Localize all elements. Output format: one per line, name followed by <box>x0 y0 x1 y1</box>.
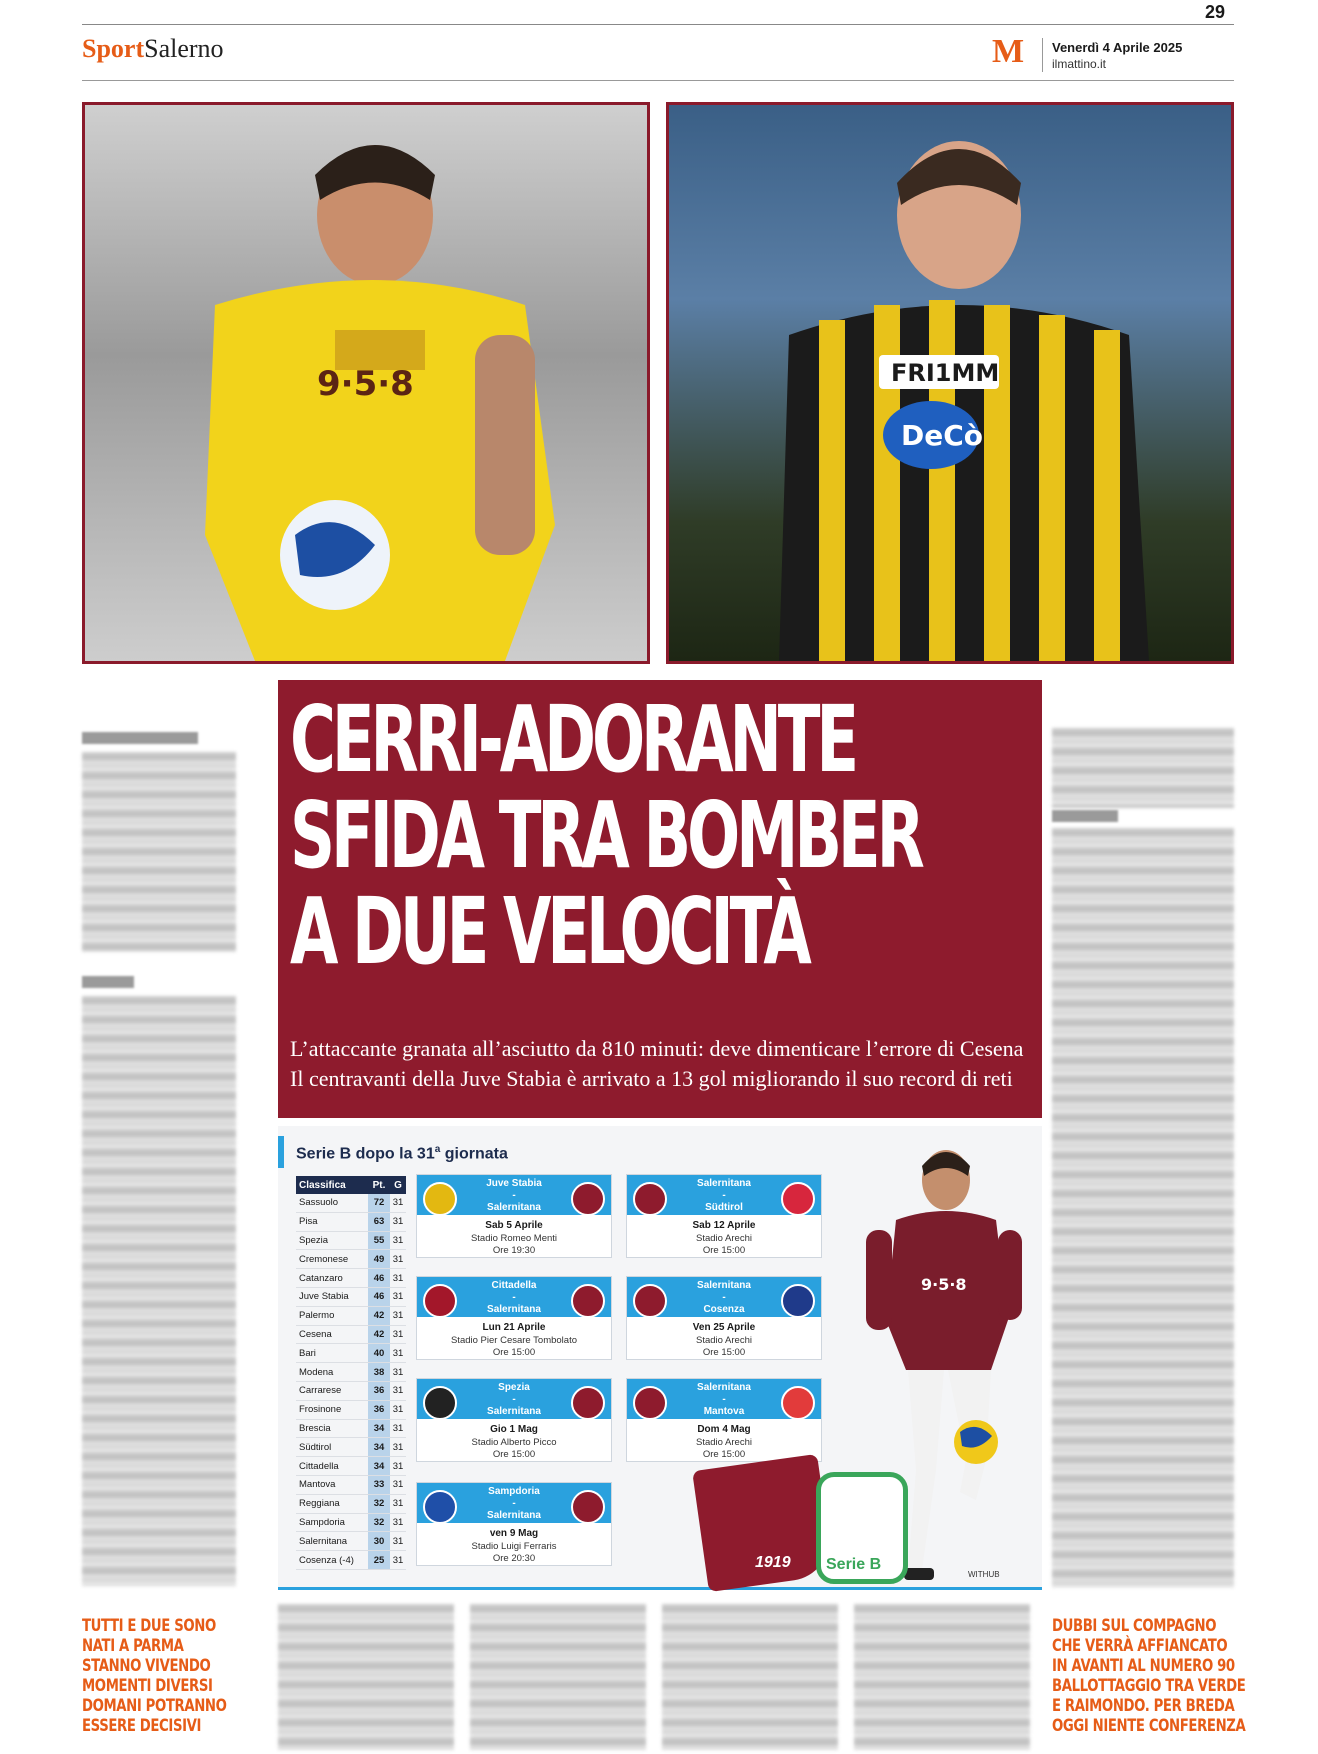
row-points: 34 <box>368 1420 390 1438</box>
row-points: 36 <box>368 1382 390 1400</box>
issue-date: Venerdì 4 Aprile 2025 <box>1052 40 1183 55</box>
pull-quote-left-line: NATI A PARMA <box>82 1636 184 1656</box>
fixture-venue: Stadio Arechi <box>696 1335 752 1346</box>
table-row <box>296 1551 406 1570</box>
fixture-card <box>626 1276 822 1360</box>
standings-header <box>296 1176 406 1194</box>
row-team: Mantova <box>299 1479 336 1491</box>
photo-cerri <box>82 102 650 664</box>
column-bottom-text-4 <box>854 1604 1030 1750</box>
header-bottom-rule <box>82 80 1234 81</box>
table-row <box>296 1326 406 1345</box>
column-bottom-text-2 <box>470 1604 646 1750</box>
subheadline-line-2: Il centravanti della Juve Stabia è arrivato a 13 gol migliorando il suo record di reti <box>290 1066 1013 1091</box>
row-team: Sampdoria <box>299 1516 345 1528</box>
section-city: Salerno <box>144 34 224 63</box>
salernitana-logo-text: 1919 <box>755 1554 791 1571</box>
row-team: Pisa <box>299 1216 318 1228</box>
row-games: 31 <box>392 1479 404 1491</box>
away-crest <box>781 1386 815 1420</box>
row-points: 46 <box>368 1288 390 1306</box>
pull-quote-left-line: MOMENTI DIVERSI <box>82 1676 213 1696</box>
row-team: Frosinone <box>299 1404 342 1416</box>
row-games: 31 <box>392 1197 404 1209</box>
column-left-kicker <box>82 732 198 744</box>
fixture-teams <box>669 1382 779 1418</box>
home-crest <box>633 1284 667 1318</box>
home-team: Juve Stabia <box>486 1178 542 1189</box>
row-team: Südtirol <box>299 1441 332 1453</box>
table-row <box>296 1363 406 1382</box>
fixture-time: Ore 15:00 <box>702 1245 746 1256</box>
row-points: 63 <box>368 1213 390 1231</box>
infographic-title-end: giornata <box>440 1145 508 1163</box>
row-team: Palermo <box>299 1310 335 1322</box>
row-games: 31 <box>392 1310 404 1322</box>
row-games: 31 <box>392 1253 404 1265</box>
fixture-card <box>626 1174 822 1258</box>
fixture-venue: Stadio Luigi Ferraris <box>471 1541 557 1552</box>
fixture-card <box>416 1482 612 1566</box>
row-points: 34 <box>368 1457 390 1475</box>
row-team: Spezia <box>299 1234 329 1246</box>
home-team: Salernitana <box>697 1382 751 1393</box>
team-separator: - <box>722 1190 726 1201</box>
fixture-venue: Stadio Arechi <box>696 1233 752 1244</box>
header-separator <box>1042 38 1043 72</box>
headline-line-1: CERRI-ADORANTE <box>290 686 856 793</box>
page-number: 29 <box>1205 2 1226 22</box>
fixture-teams <box>459 1280 569 1316</box>
row-team: Catanzaro <box>299 1272 343 1284</box>
row-games: 31 <box>392 1535 404 1547</box>
column-bottom-text-3 <box>662 1604 838 1750</box>
away-team: Mantova <box>703 1406 745 1417</box>
row-games: 31 <box>392 1554 404 1566</box>
table-row <box>296 1532 406 1551</box>
home-crest <box>423 1490 457 1524</box>
home-team: Sampdoria <box>488 1486 540 1497</box>
fixture-time: Ore 19:30 <box>492 1245 536 1256</box>
row-points: 32 <box>368 1495 390 1513</box>
table-row <box>296 1232 406 1251</box>
fixture-teams <box>669 1280 779 1316</box>
table-row <box>296 1307 406 1326</box>
column-right-text-1 <box>1052 728 1234 808</box>
pull-quote-right-line: IN AVANTI AL NUMERO 90 <box>1052 1656 1235 1676</box>
table-row <box>296 1213 406 1232</box>
column-bottom-text-1 <box>278 1604 454 1750</box>
fixture-time: Ore 20:30 <box>492 1553 536 1564</box>
svg-text:FRI1MM: FRI1MM <box>891 359 1000 387</box>
away-team: Salernitana <box>487 1406 541 1417</box>
row-games: 31 <box>392 1385 404 1397</box>
infographic-credit: WITHUB <box>968 1570 1000 1579</box>
section-sport: Sport <box>82 34 145 63</box>
home-team: Spezia <box>498 1382 530 1393</box>
row-team: Sassuolo <box>299 1197 339 1209</box>
row-games: 31 <box>392 1328 404 1340</box>
headline <box>290 686 921 985</box>
away-crest <box>571 1284 605 1318</box>
site-url: ilmattino.it <box>1052 57 1107 71</box>
pull-quote-left <box>82 1616 227 1736</box>
table-row <box>296 1401 406 1420</box>
row-team: Carrarese <box>299 1385 342 1397</box>
column-left-text-1 <box>82 752 236 952</box>
fixture-card <box>416 1378 612 1462</box>
pull-quote-right-line: CHE VERRÀ AFFIANCATO <box>1052 1636 1228 1656</box>
column-right-subhead <box>1052 810 1118 822</box>
table-row <box>296 1495 406 1514</box>
table-row <box>296 1194 406 1213</box>
standings-body <box>296 1194 406 1570</box>
section-title <box>82 34 224 64</box>
header-top-rule <box>82 24 1234 25</box>
row-games: 31 <box>392 1516 404 1528</box>
row-points: 36 <box>368 1401 390 1419</box>
table-row <box>296 1382 406 1401</box>
row-team: Cremonese <box>299 1253 349 1265</box>
row-team: Reggiana <box>299 1498 340 1510</box>
svg-text:9·5·8: 9·5·8 <box>317 364 414 404</box>
svg-text:DeCò: DeCò <box>901 419 984 452</box>
fixture-time: Ore 15:00 <box>492 1449 536 1460</box>
row-team: Brescia <box>299 1422 331 1434</box>
subheadline <box>290 1034 1035 1094</box>
table-row <box>296 1457 406 1476</box>
header-points: Pt. <box>372 1179 386 1191</box>
row-games: 31 <box>392 1347 404 1359</box>
home-crest <box>633 1386 667 1420</box>
fixture-date: Sab 12 Aprile <box>692 1220 756 1231</box>
home-team: Cittadella <box>491 1280 537 1291</box>
player-yellow-illustration <box>85 105 647 661</box>
row-team: Cosenza (-4) <box>299 1554 354 1566</box>
infographic-accent <box>278 1136 284 1168</box>
fixture-teams <box>459 1486 569 1522</box>
fixture-date: Lun 21 Aprile <box>482 1322 546 1333</box>
home-crest <box>633 1182 667 1216</box>
serie-b-logo-text: Serie B <box>826 1556 882 1573</box>
fixture-date: ven 9 Mag <box>489 1528 539 1539</box>
away-team: Südtirol <box>705 1202 743 1213</box>
row-points: 30 <box>368 1532 390 1550</box>
away-team: Salernitana <box>487 1304 541 1315</box>
row-points: 46 <box>368 1269 390 1287</box>
fixture-venue: Stadio Alberto Picco <box>471 1437 557 1448</box>
row-points: 42 <box>368 1307 390 1325</box>
row-team: Salernitana <box>299 1535 348 1547</box>
fixture-time: Ore 15:00 <box>702 1347 746 1358</box>
team-separator: - <box>512 1190 516 1201</box>
team-separator: - <box>722 1394 726 1405</box>
team-separator: - <box>722 1292 726 1303</box>
fixture-date: Ven 25 Aprile <box>692 1322 756 1333</box>
infographic-title-text: Serie B dopo la 31 <box>296 1145 435 1163</box>
home-team: Salernitana <box>697 1178 751 1189</box>
away-team: Salernitana <box>487 1202 541 1213</box>
fixture-time: Ore 15:00 <box>492 1347 536 1358</box>
row-points: 55 <box>368 1232 390 1250</box>
fixture-teams <box>459 1382 569 1418</box>
pull-quote-right <box>1052 1616 1245 1736</box>
pull-quote-right-line: E RAIMONDO. PER BREDA <box>1052 1696 1235 1716</box>
away-crest <box>781 1284 815 1318</box>
home-team: Salernitana <box>697 1280 751 1291</box>
team-separator: - <box>512 1292 516 1303</box>
team-separator: - <box>512 1394 516 1405</box>
header-games: G <box>394 1179 402 1191</box>
row-points: 34 <box>368 1438 390 1456</box>
header-team: Classifica <box>299 1179 346 1191</box>
pull-quote-left-line: TUTTI E DUE SONO <box>82 1616 216 1636</box>
fixture-card <box>416 1174 612 1258</box>
column-left-subhead <box>82 976 134 988</box>
home-crest <box>423 1182 457 1216</box>
fixture-teams <box>459 1178 569 1214</box>
row-team: Juve Stabia <box>299 1291 349 1303</box>
svg-text:9·5·8: 9·5·8 <box>921 1275 967 1294</box>
away-team: Salernitana <box>487 1510 541 1521</box>
newspaper-logo: M <box>992 33 1025 70</box>
table-row <box>296 1250 406 1269</box>
away-crest <box>571 1490 605 1524</box>
away-team: Cosenza <box>703 1304 745 1315</box>
pull-quote-left-line: STANNO VIVENDO <box>82 1656 211 1676</box>
row-games: 31 <box>392 1291 404 1303</box>
row-games: 31 <box>392 1234 404 1246</box>
row-points: 38 <box>368 1363 390 1381</box>
fixture-teams <box>669 1178 779 1214</box>
fixture-venue: Stadio Pier Cesare Tombolato <box>450 1335 578 1346</box>
row-team: Bari <box>299 1347 316 1359</box>
team-separator: - <box>512 1498 516 1509</box>
headline-line-3: A DUE VELOCITÀ <box>290 878 808 985</box>
pull-quote-left-line: ESSERE DECISIVI <box>82 1716 202 1736</box>
column-right-text-2 <box>1052 828 1234 1588</box>
table-row <box>296 1288 406 1307</box>
fixture-card <box>416 1276 612 1360</box>
subheadline-line-1: L’attaccante granata all’asciutto da 810 minuti: deve dimenticare l’errore di Cesena <box>290 1036 1024 1061</box>
row-team: Modena <box>299 1366 334 1378</box>
away-crest <box>571 1182 605 1216</box>
away-crest <box>571 1386 605 1420</box>
fixture-date: Gio 1 Mag <box>490 1424 538 1435</box>
away-crest <box>781 1182 815 1216</box>
row-points: 32 <box>368 1514 390 1532</box>
headline-line-2: SFIDA TRA BOMBER <box>290 782 921 889</box>
fixture-time: Ore 15:00 <box>702 1449 746 1460</box>
pull-quote-right-line: BALLOTTAGGIO TRA VERDE <box>1052 1676 1246 1696</box>
row-games: 31 <box>392 1441 404 1453</box>
fixture-venue: Stadio Romeo Menti <box>470 1233 558 1244</box>
infographic-title <box>296 1144 508 1163</box>
column-left-text-2 <box>82 996 236 1586</box>
table-row <box>296 1269 406 1288</box>
pull-quote-right-line: OGGI NIENTE CONFERENZA <box>1052 1716 1246 1736</box>
player-striped-illustration <box>669 105 1231 661</box>
row-games: 31 <box>392 1272 404 1284</box>
table-row <box>296 1438 406 1457</box>
row-games: 31 <box>392 1216 404 1228</box>
row-games: 31 <box>392 1422 404 1434</box>
row-points: 25 <box>368 1551 390 1569</box>
home-crest <box>423 1386 457 1420</box>
row-games: 31 <box>392 1460 404 1472</box>
row-team: Cittadella <box>299 1460 339 1472</box>
row-team: Cesena <box>299 1328 332 1340</box>
pull-quote-right-line: DUBBI SUL COMPAGNO <box>1052 1616 1217 1636</box>
pull-quote-left-line: DOMANI POTRANNO <box>82 1696 227 1716</box>
row-points: 42 <box>368 1326 390 1344</box>
table-row <box>296 1514 406 1533</box>
standings-table <box>296 1176 406 1570</box>
home-crest <box>423 1284 457 1318</box>
fixture-date: Sab 5 Aprile <box>485 1220 543 1231</box>
fixture-date: Dom 4 Mag <box>697 1424 751 1435</box>
row-games: 31 <box>392 1404 404 1416</box>
photo-adorante <box>666 102 1234 664</box>
row-points: 40 <box>368 1344 390 1362</box>
row-games: 31 <box>392 1366 404 1378</box>
row-points: 49 <box>368 1250 390 1268</box>
table-row <box>296 1476 406 1495</box>
table-row <box>296 1420 406 1439</box>
infographic-title-sup: a <box>434 1144 441 1155</box>
fixture-card <box>626 1378 822 1462</box>
row-games: 31 <box>392 1498 404 1510</box>
row-points: 72 <box>368 1194 390 1212</box>
row-points: 33 <box>368 1476 390 1494</box>
fixture-venue: Stadio Arechi <box>696 1437 752 1448</box>
table-row <box>296 1344 406 1363</box>
